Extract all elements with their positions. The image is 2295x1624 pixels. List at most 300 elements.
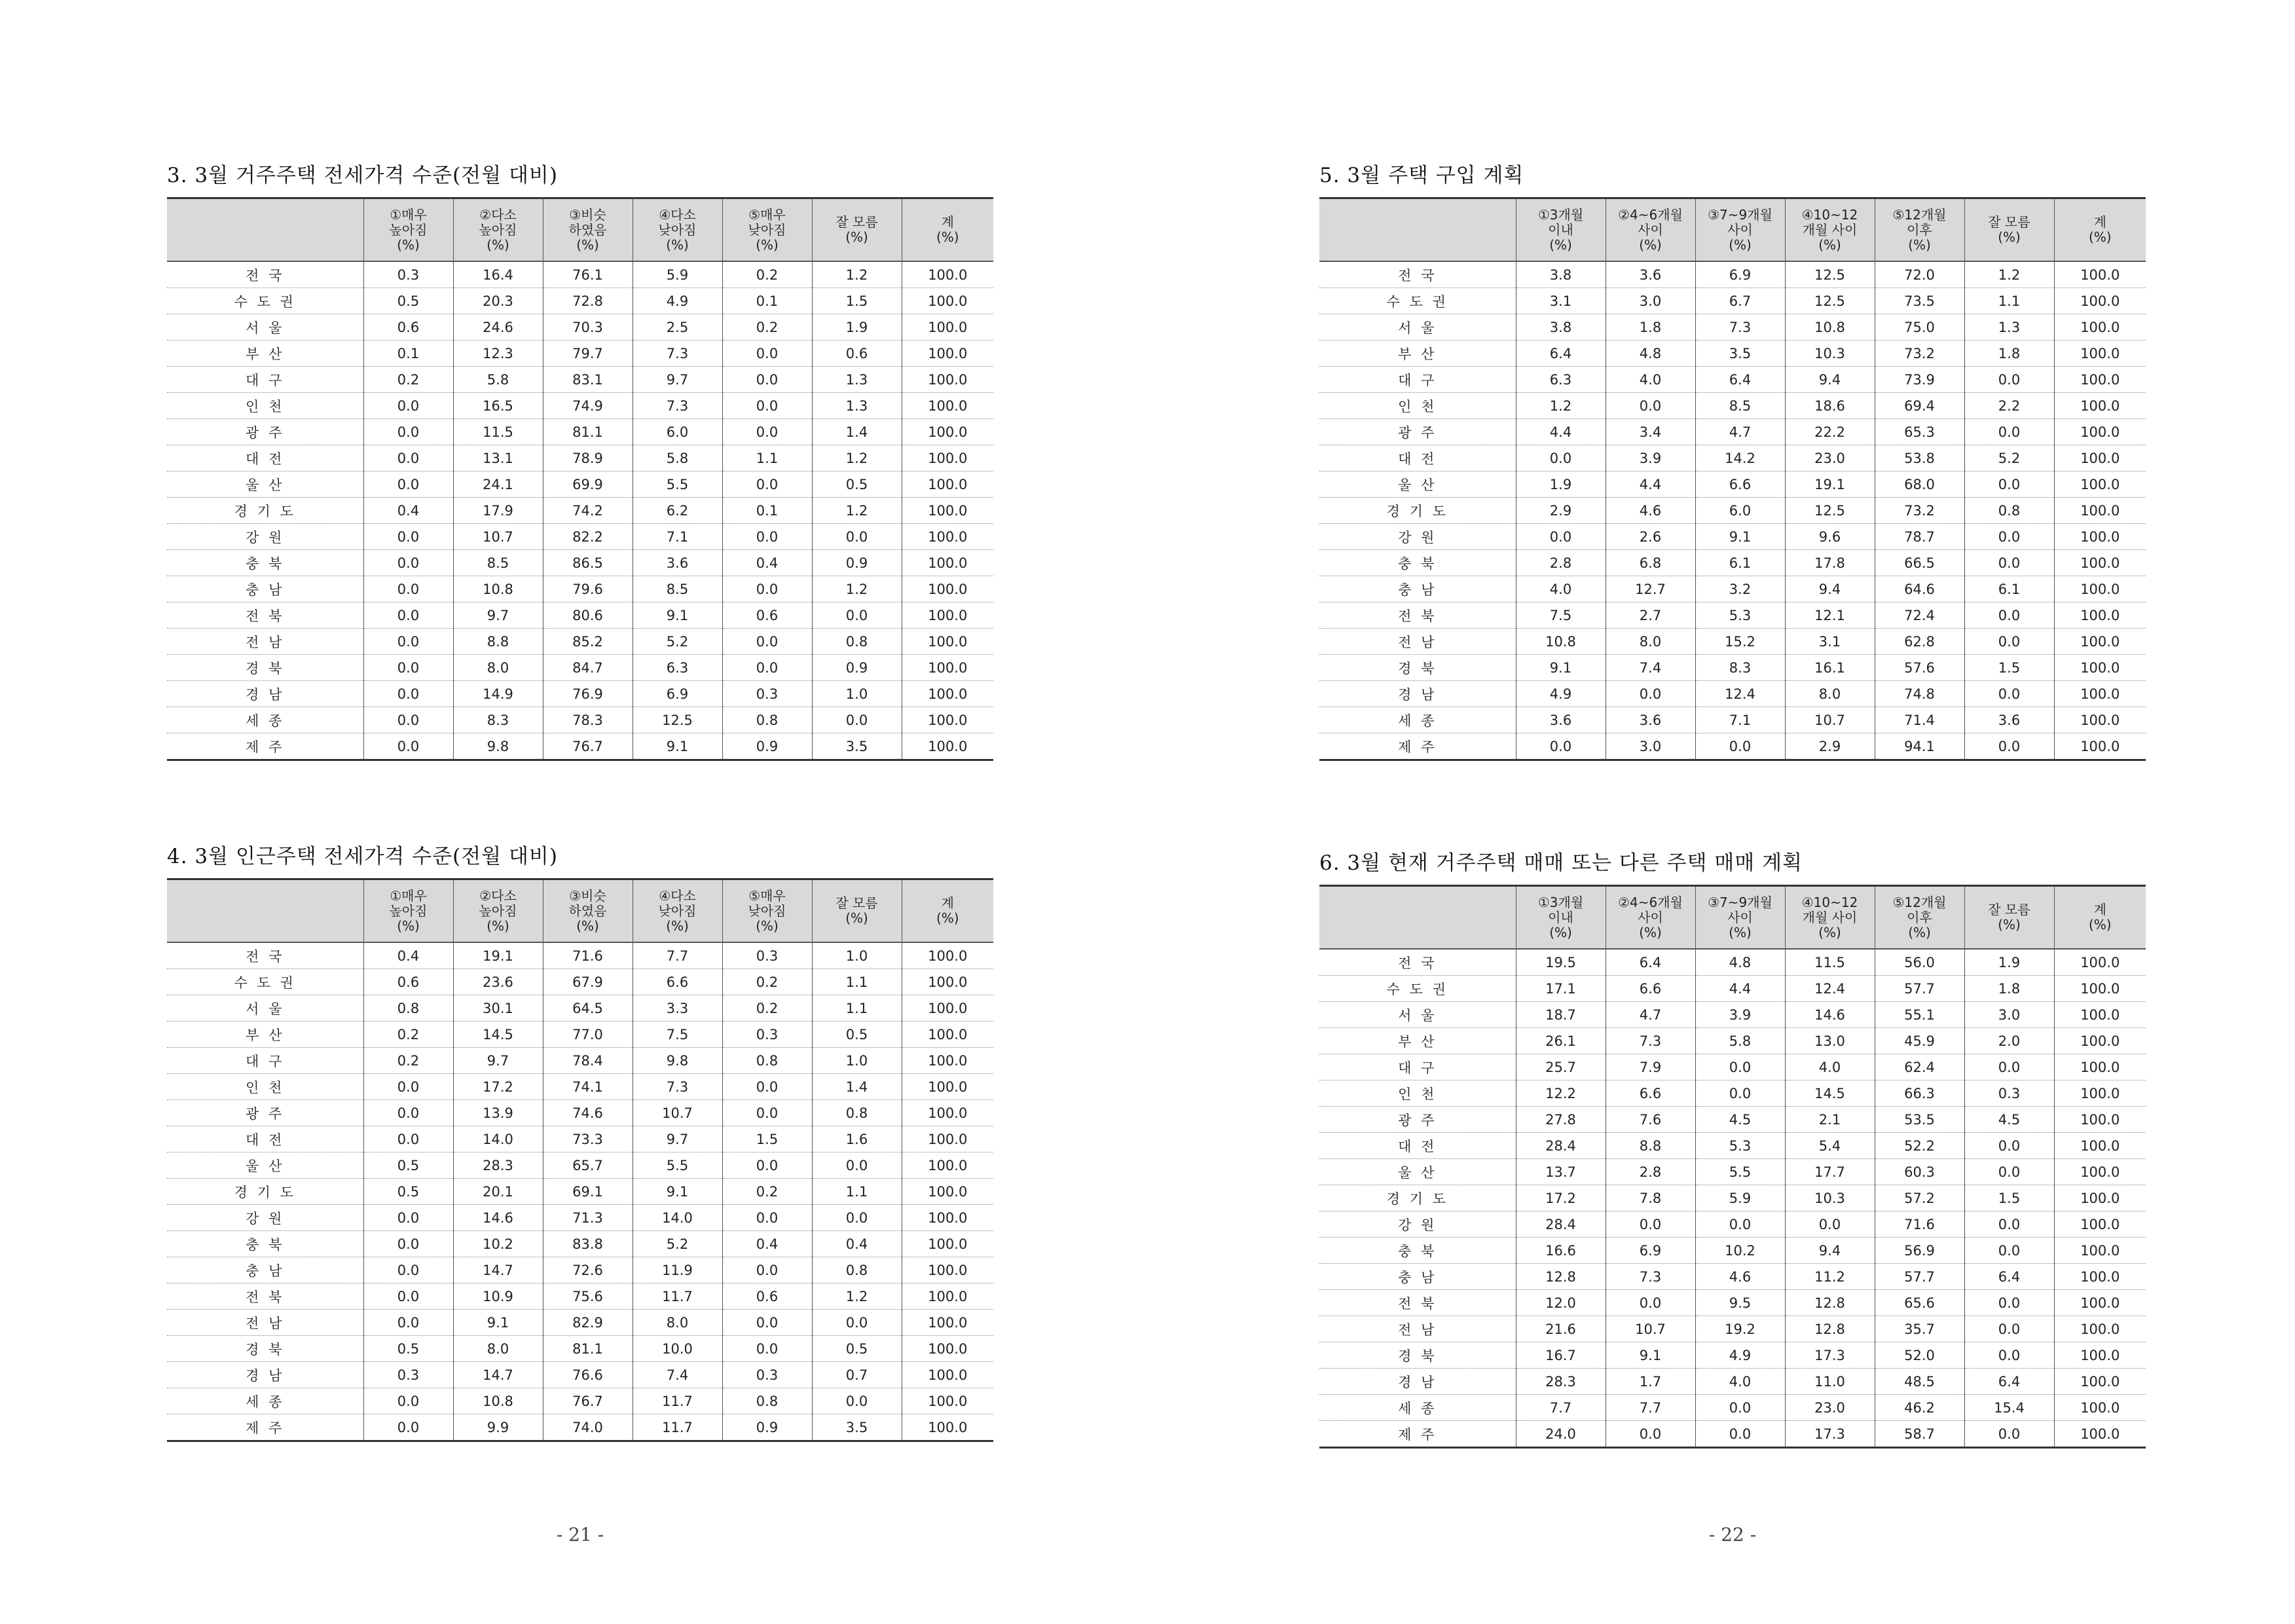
value-cell: 0.2: [363, 1048, 453, 1074]
table-row: [167, 1336, 993, 1362]
region-label: 대 구: [167, 1048, 363, 1074]
value-cell: 0.0: [363, 707, 453, 733]
table-row: [1319, 550, 2146, 576]
value-cell: 24.0: [1516, 1421, 1606, 1448]
value-cell: 0.6: [722, 1283, 812, 1310]
value-cell: 19.2: [1695, 1316, 1785, 1342]
value-cell: 0.3: [722, 1022, 812, 1048]
value-cell: 6.2: [633, 498, 722, 524]
value-cell: 0.5: [363, 1153, 453, 1179]
value-cell: 69.1: [543, 1179, 633, 1205]
column-header-line: (%): [487, 236, 509, 253]
value-cell: 7.3: [1606, 1028, 1695, 1054]
region-label: 부 산: [1319, 341, 1516, 367]
value-cell: 73.9: [1875, 367, 1964, 393]
value-cell: 8.3: [453, 707, 543, 733]
table-row: [167, 1022, 993, 1048]
value-cell: 0.0: [363, 393, 453, 419]
region-label: 전 북: [167, 1283, 363, 1310]
column-header-line: 이내: [1548, 221, 1573, 238]
page-number-left: - 21 -: [556, 1524, 604, 1545]
value-cell: 0.0: [363, 1100, 453, 1126]
value-cell: 4.9: [633, 288, 722, 314]
value-cell: 12.2: [1516, 1080, 1606, 1107]
value-cell: 0.5: [363, 1179, 453, 1205]
value-cell: 0.0: [1964, 419, 2054, 445]
value-cell: 19.1: [453, 942, 543, 969]
value-cell: 0.0: [363, 550, 453, 576]
column-header-line: 낮아짐: [658, 902, 697, 919]
value-cell: 75.0: [1875, 314, 1964, 341]
table-row: [167, 393, 993, 419]
value-cell: 72.0: [1875, 261, 1964, 288]
value-cell: 7.1: [633, 524, 722, 550]
region-label: 경 기 도: [1319, 498, 1516, 524]
region-label: 세 종: [167, 1388, 363, 1414]
value-cell: 0.0: [1964, 1290, 2054, 1316]
value-cell: 10.9: [453, 1283, 543, 1310]
column-header: [1875, 886, 1964, 950]
value-cell: 9.7: [453, 1048, 543, 1074]
value-cell: 0.0: [363, 1388, 453, 1414]
value-cell: 5.3: [1695, 1133, 1785, 1159]
table-row: [1319, 314, 2146, 341]
value-cell: 4.8: [1695, 949, 1785, 976]
value-cell: 0.4: [722, 1231, 812, 1257]
column-header-line: 잘 모름: [1988, 214, 2030, 230]
value-cell: 78.7: [1875, 524, 1964, 550]
value-cell: 75.6: [543, 1283, 633, 1310]
value-cell: 5.2: [633, 1231, 722, 1257]
column-header: [1964, 198, 2054, 262]
region-label: 전 국: [167, 942, 363, 969]
value-cell: 0.2: [722, 314, 812, 341]
value-cell: 10.2: [1695, 1238, 1785, 1264]
column-header: [902, 879, 993, 943]
table-row: [167, 261, 993, 288]
column-header: [1695, 886, 1785, 950]
value-cell: 3.1: [1516, 288, 1606, 314]
value-cell: 100.0: [902, 498, 993, 524]
table-row: [167, 1310, 993, 1336]
value-cell: 10.2: [453, 1231, 543, 1257]
value-cell: 56.9: [1875, 1238, 1964, 1264]
table-row: [167, 1257, 993, 1283]
table-row: [1319, 1238, 2146, 1264]
value-cell: 2.6: [1606, 524, 1695, 550]
column-header-line: (%): [2088, 229, 2112, 245]
column-header-line: 이후: [1907, 221, 1932, 238]
value-cell: 13.1: [453, 445, 543, 471]
value-cell: 100.0: [902, 393, 993, 419]
value-cell: 5.3: [1695, 602, 1785, 629]
value-cell: 1.1: [1964, 288, 2054, 314]
column-header-line: ⑤12개월: [1892, 894, 1947, 910]
value-cell: 100.0: [902, 1048, 993, 1074]
region-label: 광 주: [1319, 419, 1516, 445]
value-cell: 1.1: [812, 1179, 902, 1205]
value-cell: 9.8: [453, 733, 543, 760]
value-cell: 0.0: [722, 655, 812, 681]
value-cell: 71.6: [1875, 1211, 1964, 1238]
value-cell: 11.9: [633, 1257, 722, 1283]
value-cell: 0.0: [1964, 1421, 2054, 1448]
value-cell: 0.6: [722, 602, 812, 629]
value-cell: 72.6: [543, 1257, 633, 1283]
value-cell: 0.3: [722, 681, 812, 707]
value-cell: 14.5: [453, 1022, 543, 1048]
table-row: [1319, 1395, 2146, 1421]
column-header-line: ③비슷: [569, 887, 606, 904]
value-cell: 5.9: [1695, 1185, 1785, 1211]
value-cell: 100.0: [902, 261, 993, 288]
value-cell: 57.6: [1875, 655, 1964, 681]
value-cell: 0.0: [363, 524, 453, 550]
value-cell: 0.0: [1695, 733, 1785, 760]
region-label: 전 남: [1319, 1316, 1516, 1342]
value-cell: 0.8: [363, 995, 453, 1022]
value-cell: 4.4: [1606, 471, 1695, 498]
value-cell: 100.0: [902, 1074, 993, 1100]
value-cell: 100.0: [902, 1283, 993, 1310]
table-row: [1319, 1107, 2146, 1133]
value-cell: 9.6: [1785, 524, 1875, 550]
value-cell: 2.9: [1785, 733, 1875, 760]
region-label: 울 산: [167, 471, 363, 498]
value-cell: 11.7: [633, 1388, 722, 1414]
table-row: [1319, 1133, 2146, 1159]
value-cell: 0.0: [722, 1257, 812, 1283]
value-cell: 7.7: [633, 942, 722, 969]
region-label: 경 북: [167, 1336, 363, 1362]
region-label: 광 주: [1319, 1107, 1516, 1133]
column-header-line: (%): [1908, 236, 1931, 253]
region-label: 강 원: [167, 524, 363, 550]
value-cell: 12.0: [1516, 1290, 1606, 1316]
table-row: [1319, 341, 2146, 367]
data-table: [1319, 885, 2146, 1449]
column-header-line: ②4~6개월: [1618, 206, 1683, 223]
value-cell: 11.0: [1785, 1369, 1875, 1395]
value-cell: 8.5: [453, 550, 543, 576]
value-cell: 6.4: [1964, 1264, 2054, 1290]
value-cell: 0.0: [1964, 1342, 2054, 1369]
value-cell: 57.7: [1875, 976, 1964, 1002]
value-cell: 80.6: [543, 602, 633, 629]
column-header: [543, 879, 633, 943]
column-header-line: (%): [936, 229, 959, 245]
column-header: [2054, 198, 2146, 262]
column-header-line: (%): [666, 917, 689, 934]
section-title: 4. 3월 인근주택 전세가격 수준(전월 대비): [167, 845, 558, 868]
value-cell: 26.1: [1516, 1028, 1606, 1054]
value-cell: 74.1: [543, 1074, 633, 1100]
value-cell: 1.2: [812, 1283, 902, 1310]
column-header-line: (%): [1639, 924, 1662, 940]
value-cell: 72.4: [1875, 602, 1964, 629]
value-cell: 64.6: [1875, 576, 1964, 602]
value-cell: 14.6: [1785, 1002, 1875, 1028]
value-cell: 5.8: [633, 445, 722, 471]
value-cell: 9.9: [453, 1414, 543, 1441]
value-cell: 100.0: [902, 367, 993, 393]
value-cell: 67.9: [543, 969, 633, 995]
value-cell: 9.5: [1695, 1290, 1785, 1316]
value-cell: 9.8: [633, 1048, 722, 1074]
table-row: [167, 681, 993, 707]
table-row: [167, 1414, 993, 1441]
value-cell: 8.0: [1606, 629, 1695, 655]
value-cell: 5.5: [633, 1153, 722, 1179]
value-cell: 0.0: [1964, 550, 2054, 576]
column-header-line: 사이: [1727, 221, 1753, 238]
value-cell: 9.4: [1785, 576, 1875, 602]
value-cell: 76.6: [543, 1362, 633, 1388]
value-cell: 4.7: [1606, 1002, 1695, 1028]
value-cell: 0.8: [722, 1048, 812, 1074]
value-cell: 0.0: [363, 419, 453, 445]
value-cell: 10.3: [1785, 341, 1875, 367]
value-cell: 0.0: [722, 1205, 812, 1231]
value-cell: 10.8: [1516, 629, 1606, 655]
value-cell: 100.0: [902, 1388, 993, 1414]
value-cell: 0.0: [1606, 393, 1695, 419]
column-header-line: (%): [666, 236, 689, 253]
value-cell: 0.0: [1695, 1080, 1785, 1107]
value-cell: 3.6: [1964, 707, 2054, 733]
value-cell: 0.8: [722, 707, 812, 733]
value-cell: 4.0: [1606, 367, 1695, 393]
value-cell: 10.8: [453, 1388, 543, 1414]
value-cell: 0.6: [363, 969, 453, 995]
value-cell: 21.6: [1516, 1316, 1606, 1342]
column-header-line: 사이: [1638, 221, 1663, 238]
section-title: 6. 3월 현재 거주주택 매매 또는 다른 주택 매매 계획: [1319, 851, 1803, 875]
value-cell: 100.0: [2054, 733, 2146, 760]
region-label: 대 구: [1319, 367, 1516, 393]
value-cell: 6.9: [633, 681, 722, 707]
region-label: 인 천: [1319, 393, 1516, 419]
value-cell: 1.5: [812, 288, 902, 314]
column-header-line: 사이: [1727, 909, 1753, 925]
column-header: [2054, 886, 2146, 950]
value-cell: 13.0: [1785, 1028, 1875, 1054]
header-row: [1319, 886, 2146, 950]
value-cell: 0.5: [363, 288, 453, 314]
region-label: 대 전: [1319, 1133, 1516, 1159]
value-cell: 0.0: [722, 1100, 812, 1126]
value-cell: 53.5: [1875, 1107, 1964, 1133]
table-row: [1319, 1159, 2146, 1185]
region-label: 서 울: [1319, 314, 1516, 341]
value-cell: 9.1: [1606, 1342, 1695, 1369]
value-cell: 0.9: [722, 733, 812, 760]
table-row: [167, 1153, 993, 1179]
value-cell: 100.0: [2054, 1290, 2146, 1316]
value-cell: 8.8: [453, 629, 543, 655]
column-header-line: (%): [1639, 236, 1662, 253]
region-label: 세 종: [167, 707, 363, 733]
value-cell: 4.7: [1695, 419, 1785, 445]
region-label: 전 국: [167, 261, 363, 288]
value-cell: 100.0: [2054, 976, 2146, 1002]
column-header-line: ④10~12: [1801, 206, 1858, 223]
region-label: 광 주: [167, 1100, 363, 1126]
value-cell: 73.5: [1875, 288, 1964, 314]
value-cell: 65.3: [1875, 419, 1964, 445]
value-cell: 8.0: [1785, 681, 1875, 707]
value-cell: 100.0: [902, 681, 993, 707]
table-row: [167, 498, 993, 524]
value-cell: 3.4: [1606, 419, 1695, 445]
value-cell: 100.0: [2054, 1238, 2146, 1264]
value-cell: 0.0: [812, 602, 902, 629]
value-cell: 0.0: [722, 341, 812, 367]
column-header-line: ②다소: [479, 887, 517, 904]
value-cell: 1.2: [812, 576, 902, 602]
value-cell: 27.8: [1516, 1107, 1606, 1133]
value-cell: 9.7: [453, 602, 543, 629]
value-cell: 0.0: [722, 419, 812, 445]
value-cell: 0.6: [363, 314, 453, 341]
value-cell: 10.7: [633, 1100, 722, 1126]
region-label: 부 산: [167, 1022, 363, 1048]
value-cell: 14.5: [1785, 1080, 1875, 1107]
value-cell: 82.2: [543, 524, 633, 550]
value-cell: 100.0: [902, 288, 993, 314]
value-cell: 9.1: [1516, 655, 1606, 681]
column-header-line: ①3개월: [1537, 206, 1584, 223]
region-label: 경 남: [167, 681, 363, 707]
value-cell: 0.0: [1516, 524, 1606, 550]
value-cell: 0.0: [1785, 1211, 1875, 1238]
value-cell: 0.0: [363, 445, 453, 471]
value-cell: 77.0: [543, 1022, 633, 1048]
table-row: [1319, 419, 2146, 445]
value-cell: 16.4: [453, 261, 543, 288]
region-label: 강 원: [167, 1205, 363, 1231]
column-header: [363, 879, 453, 943]
table-row: [1319, 1211, 2146, 1238]
value-cell: 0.0: [1606, 1421, 1695, 1448]
region-label: 인 천: [167, 1074, 363, 1100]
value-cell: 1.8: [1606, 314, 1695, 341]
value-cell: 57.7: [1875, 1264, 1964, 1290]
region-label: 경 기 도: [167, 1179, 363, 1205]
column-header-line: 하였음: [568, 221, 607, 238]
value-cell: 78.9: [543, 445, 633, 471]
column-header-line: (%): [1998, 229, 2021, 245]
value-cell: 23.0: [1785, 445, 1875, 471]
value-cell: 0.7: [812, 1362, 902, 1388]
value-cell: 64.5: [543, 995, 633, 1022]
value-cell: 100.0: [902, 550, 993, 576]
table-row: [167, 1205, 993, 1231]
value-cell: 0.0: [1964, 1238, 2054, 1264]
value-cell: 0.0: [363, 1231, 453, 1257]
value-cell: 4.5: [1695, 1107, 1785, 1133]
region-label: 충 남: [1319, 576, 1516, 602]
value-cell: 0.0: [722, 1336, 812, 1362]
value-cell: 0.2: [363, 1022, 453, 1048]
region-label: 인 천: [167, 393, 363, 419]
table-row: [1319, 1002, 2146, 1028]
value-cell: 71.3: [543, 1205, 633, 1231]
data-table: [167, 197, 993, 761]
value-cell: 100.0: [902, 969, 993, 995]
value-cell: 100.0: [902, 707, 993, 733]
column-header-line: 계: [941, 895, 954, 911]
value-cell: 0.0: [1964, 524, 2054, 550]
value-cell: 100.0: [902, 1257, 993, 1283]
value-cell: 6.6: [1606, 976, 1695, 1002]
value-cell: 100.0: [2054, 1421, 2146, 1448]
value-cell: 0.3: [722, 1362, 812, 1388]
value-cell: 78.3: [543, 707, 633, 733]
column-header: [722, 198, 812, 262]
column-header-line: ①매우: [390, 887, 427, 904]
value-cell: 1.9: [1516, 471, 1606, 498]
value-cell: 0.0: [1964, 1159, 2054, 1185]
value-cell: 100.0: [2054, 393, 2146, 419]
region-label: 전 국: [1319, 949, 1516, 976]
value-cell: 45.9: [1875, 1028, 1964, 1054]
value-cell: 2.7: [1606, 602, 1695, 629]
value-cell: 9.1: [633, 602, 722, 629]
value-cell: 1.0: [812, 942, 902, 969]
region-label: 대 전: [167, 1126, 363, 1153]
value-cell: 14.2: [1695, 445, 1785, 471]
value-cell: 3.8: [1516, 261, 1606, 288]
value-cell: 3.6: [1516, 707, 1606, 733]
region-label: 전 남: [167, 1310, 363, 1336]
region-label: 경 기 도: [1319, 1185, 1516, 1211]
column-header: [722, 879, 812, 943]
value-cell: 3.5: [812, 1414, 902, 1441]
table-row: [1319, 524, 2146, 550]
region-label: 제 주: [246, 1420, 285, 1436]
value-cell: 0.1: [363, 341, 453, 367]
column-header-line: (%): [756, 236, 779, 253]
value-cell: 17.8: [1785, 550, 1875, 576]
value-cell: 6.6: [1606, 1080, 1695, 1107]
value-cell: 0.0: [363, 733, 453, 760]
column-header: [543, 198, 633, 262]
value-cell: 0.0: [1964, 602, 2054, 629]
value-cell: 6.0: [633, 419, 722, 445]
value-cell: 100.0: [2054, 1264, 2146, 1290]
value-cell: 100.0: [2054, 949, 2146, 976]
value-cell: 100.0: [902, 1231, 993, 1257]
value-cell: 35.7: [1875, 1316, 1964, 1342]
value-cell: 100.0: [2054, 1342, 2146, 1369]
value-cell: 0.0: [812, 1153, 902, 1179]
region-label: 대 구: [1319, 1054, 1516, 1080]
value-cell: 5.8: [1695, 1028, 1785, 1054]
value-cell: 0.0: [1964, 367, 2054, 393]
column-header: [1695, 198, 1785, 262]
value-cell: 100.0: [902, 341, 993, 367]
value-cell: 23.6: [453, 969, 543, 995]
column-header-line: 높아짐: [389, 221, 428, 238]
value-cell: 3.0: [1964, 1002, 2054, 1028]
value-cell: 83.1: [543, 367, 633, 393]
value-cell: 52.2: [1875, 1133, 1964, 1159]
value-cell: 100.0: [902, 1100, 993, 1126]
value-cell: 4.0: [1785, 1054, 1875, 1080]
value-cell: 3.6: [1606, 261, 1695, 288]
value-cell: 28.3: [453, 1153, 543, 1179]
